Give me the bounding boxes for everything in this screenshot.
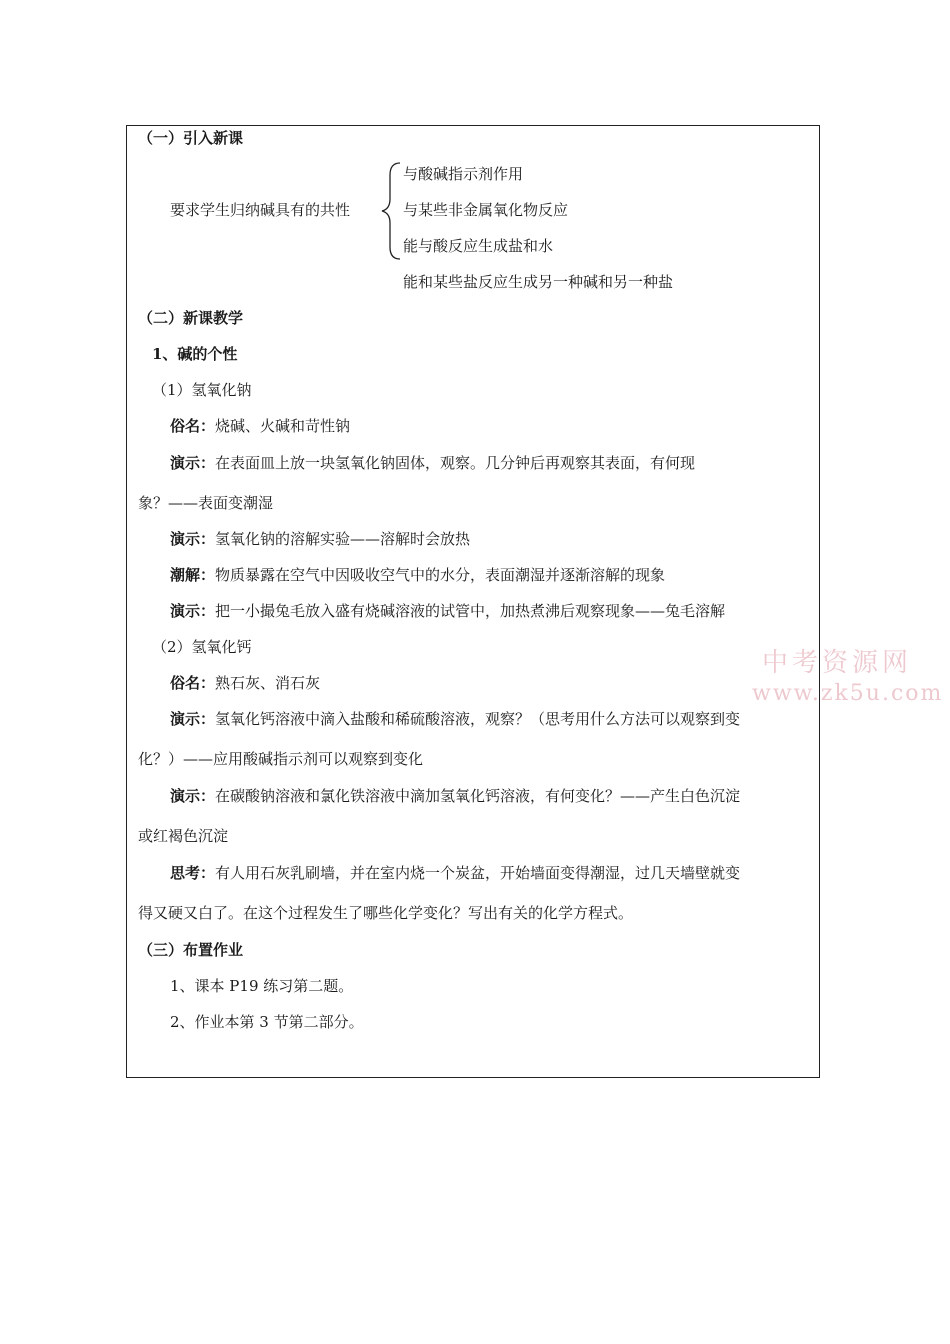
naoh-demo1-cont: 象？——表面变潮湿 xyxy=(138,494,274,512)
commonality-item: 与某些非金属氧化物反应 xyxy=(403,201,569,219)
commonality-item: 与酸碱指示剂作用 xyxy=(403,165,524,183)
think-question: 思考：有人用石灰乳刷墙，并在室内烧一个炭盆，开始墙面变得潮湿，过几天墙壁就变 xyxy=(170,864,741,882)
caoh-demo2: 演示：在碳酸钠溶液和氯化铁溶液中滴加氢氧化钙溶液，有何变化？——产生白色沉淀 xyxy=(170,787,741,805)
caoh-demo1-cont: 化？）——应用酸碱指示剂可以观察到变化 xyxy=(138,750,424,768)
section-heading-teaching: （二）新课教学 xyxy=(138,309,244,327)
requirement-text: 要求学生归纳碱具有的共性 xyxy=(170,201,351,219)
caoh-demo1: 演示：氢氧化钙溶液中滴入盐酸和稀硫酸溶液，观察？（思考用什么方法可以观察到变 xyxy=(170,710,741,728)
homework-item: 1、课本 P19 练习第二题。 xyxy=(170,977,354,995)
naoh-demo2: 演示：氢氧化钠的溶解实验——溶解时会放热 xyxy=(170,530,471,548)
commonality-item: 能和某些盐反应生成另一种碱和另一种盐 xyxy=(403,273,674,291)
caoh-demo2-cont: 或红褐色沉淀 xyxy=(138,827,229,845)
naoh-alias: 俗名：烧碱、火碱和苛性钠 xyxy=(170,417,351,435)
naoh-demo3: 演示：把一小撮兔毛放入盛有烧碱溶液的试管中，加热煮沸后观察现象——兔毛溶解 xyxy=(170,602,726,620)
watermark-url: www.zk5u.com xyxy=(752,681,944,706)
brace-icon xyxy=(380,161,402,261)
subheading-base-properties: 1、碱的个性 xyxy=(152,345,238,363)
caoh-title: （2）氢氧化钙 xyxy=(152,638,252,656)
commonality-item: 能与酸反应生成盐和水 xyxy=(403,237,554,255)
section-heading-intro: （一）引入新课 xyxy=(138,129,244,147)
naoh-demo1: 演示：在表面皿上放一块氢氧化钠固体，观察。几分钟后再观察其表面，有何现 xyxy=(170,454,696,472)
watermark-text: 中考资源网 xyxy=(762,648,913,678)
naoh-deliquescence: 潮解：物质暴露在空气中因吸收空气中的水分，表面潮湿并逐渐溶解的现象 xyxy=(170,566,666,584)
homework-item: 2、作业本第 3 节第二部分。 xyxy=(170,1013,364,1031)
naoh-title: （1）氢氧化钠 xyxy=(152,381,252,399)
think-question-cont: 得又硬又白了。在这个过程发生了哪些化学变化？写出有关的化学方程式。 xyxy=(138,904,634,922)
section-heading-homework: （三）布置作业 xyxy=(138,941,244,959)
caoh-alias: 俗名：熟石灰、消石灰 xyxy=(170,674,321,692)
